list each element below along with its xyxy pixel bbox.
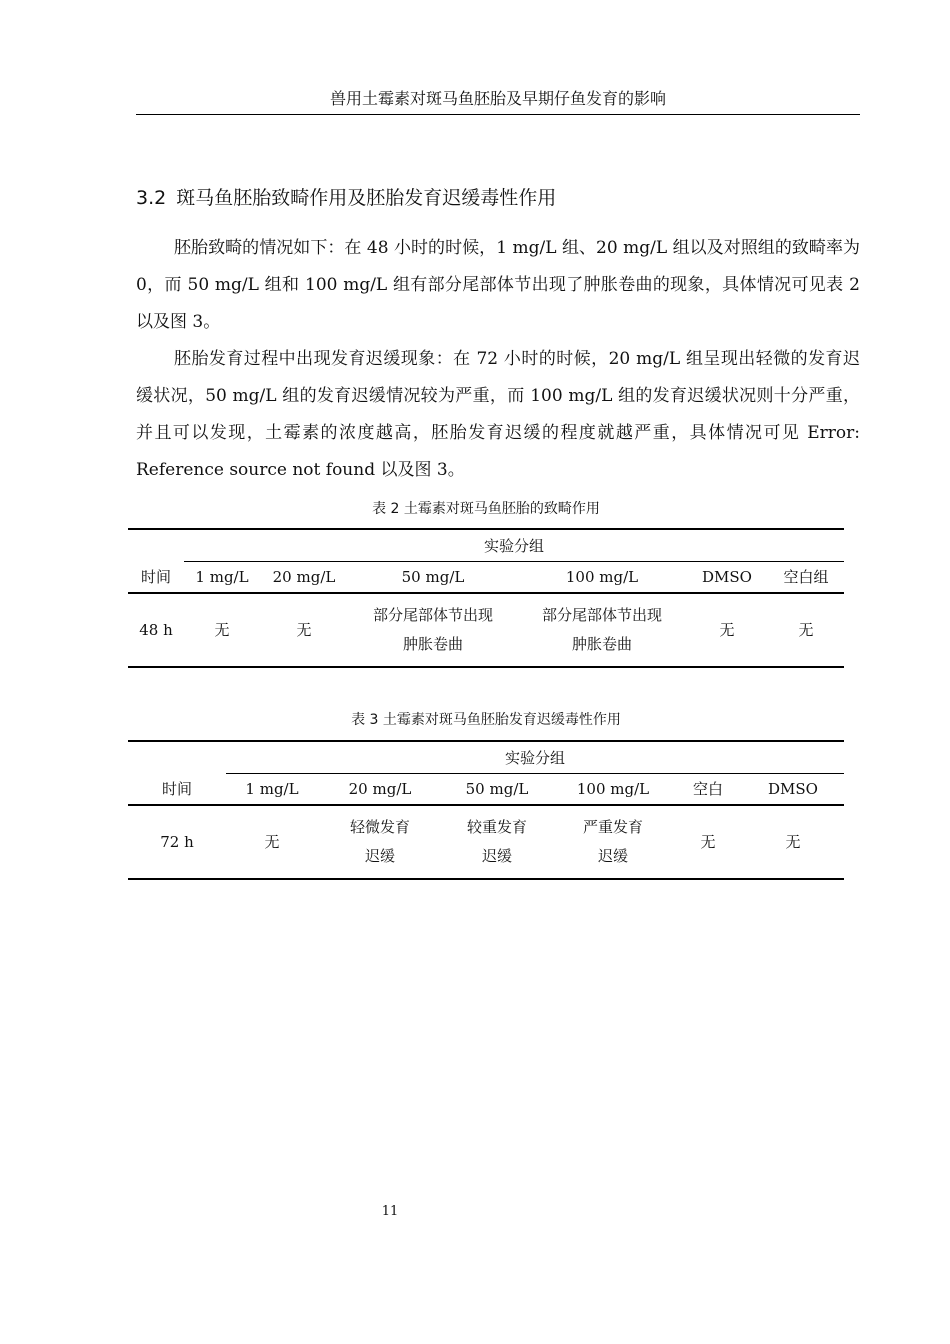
section-title: 斑马鱼胚胎致畸作用及胚胎发育迟缓毒性作用	[176, 187, 557, 209]
table-3-group-header: 实验分组	[226, 741, 844, 773]
section-heading	[136, 184, 860, 212]
section-number: 3.2	[136, 187, 167, 209]
table-2-col-header: 50 mg/L	[348, 561, 518, 593]
table-3-time-cell: 72 h	[128, 805, 226, 879]
table-row	[128, 805, 844, 879]
table-cell: 部分尾部体节出现 肿胀卷曲	[518, 593, 686, 667]
table-3-col-header: 50 mg/L	[442, 773, 552, 805]
table-cell: 无	[674, 805, 742, 879]
table-cell: 无	[686, 593, 768, 667]
table-3-corner	[128, 741, 226, 773]
table-2-corner	[128, 529, 184, 561]
table-2-col-header: DMSO	[686, 561, 768, 593]
page-header	[136, 86, 860, 115]
table-3-col-header: 100 mg/L	[552, 773, 674, 805]
running-title: 兽用土霉素对斑马鱼胚胎及早期仔鱼发育的影响	[329, 89, 666, 108]
table-cell: 严重发育 迟缓	[552, 805, 674, 879]
paragraph-developmental-delay: 胚胎发育过程中出现发育迟缓现象：在 72 小时的时候，20 mg/L 组呈现出轻微的发育迟缓状况，50 mg/L 组的发育迟缓情况较为严重，而 100 mg/L 组的发育迟缓状况则十分严重，并且可以发现，土霉素的浓度越高，胚胎发育迟缓的程度就越严重，具体情况可见 Error: Reference source not found 以及图 3。	[136, 349, 860, 480]
table-2-time-cell: 48 h	[128, 593, 184, 667]
table-3	[128, 740, 844, 880]
table-cell: 无	[260, 593, 348, 667]
table-2-col-header: 20 mg/L	[260, 561, 348, 593]
table-3-col-header: DMSO	[742, 773, 844, 805]
table-cell: 较重发育 迟缓	[442, 805, 552, 879]
table-cell: 轻微发育 迟缓	[318, 805, 442, 879]
table-cell: 无	[742, 805, 844, 879]
table-3-col-header: 20 mg/L	[318, 773, 442, 805]
table-cell: 无	[768, 593, 844, 667]
table-cell: 无	[226, 805, 318, 879]
table-cell: 无	[184, 593, 260, 667]
table-2-col-header: 1 mg/L	[184, 561, 260, 593]
table-cell: 部分尾部体节出现 肿胀卷曲	[348, 593, 518, 667]
table-2-col-header: 空白组	[768, 561, 844, 593]
table-row	[128, 593, 844, 667]
table-2-time-header: 时间	[128, 561, 184, 593]
table-2-group-header: 实验分组	[184, 529, 844, 561]
table-2	[128, 528, 844, 668]
paragraph-teratogenicity: 胚胎致畸的情况如下：在 48 小时的时候，1 mg/L 组、20 mg/L 组以及对照组的致畸率为 0，而 50 mg/L 组和 100 mg/L 组有部分尾部体节出现了肿胀卷曲的现象，具体情况可见表 2 以及图 3。	[136, 238, 860, 332]
table-2-caption: 表 2 土霉素对斑马鱼胚胎的致畸作用	[372, 501, 600, 517]
table-2-col-header: 100 mg/L	[518, 561, 686, 593]
table-3-col-header: 空白	[674, 773, 742, 805]
table-3-time-header: 时间	[128, 773, 226, 805]
page-number: 11	[381, 1204, 399, 1219]
table-3-caption: 表 3 土霉素对斑马鱼胚胎发育迟缓毒性作用	[351, 712, 621, 728]
table-3-col-header: 1 mg/L	[226, 773, 318, 805]
